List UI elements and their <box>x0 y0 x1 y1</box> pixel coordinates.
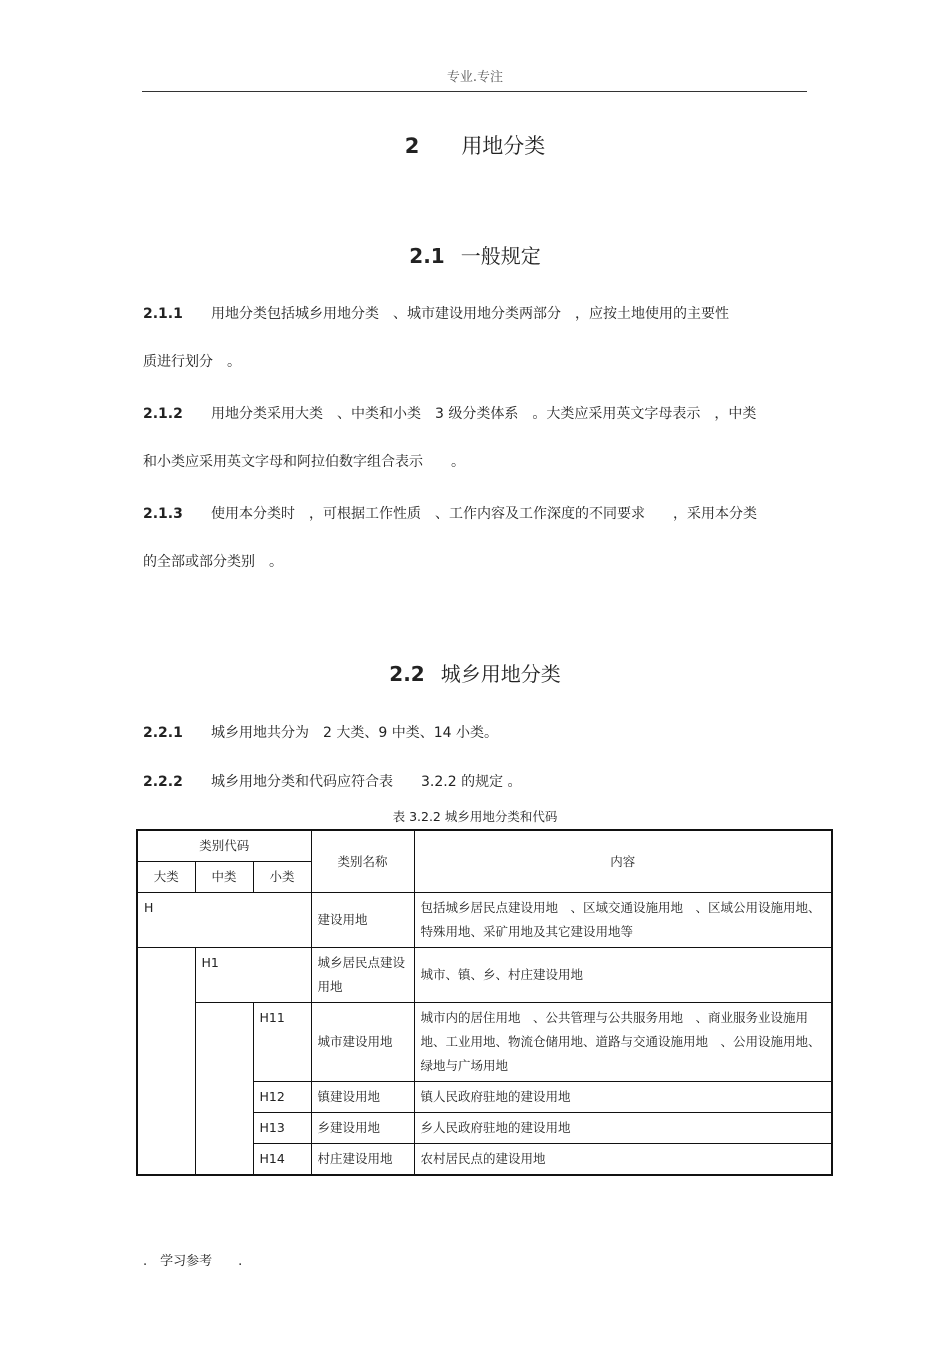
section-title: 城乡用地分类 <box>440 662 561 686</box>
name-cell: 村庄建设用地 <box>311 1144 414 1176</box>
clause-2-2-2 <box>143 771 522 791</box>
header-rule <box>142 91 807 92</box>
clause-text: 用地分类包括城乡用地分类 、城市建设用地分类两部分 ，应按土地使用的主要性 <box>211 306 729 322</box>
clause-text: 使用本分类时 ，可根据工作性质 、工作内容及工作深度的不同要求 ，采用本分类 <box>211 506 757 522</box>
header-content: 内容 <box>414 830 832 893</box>
header-name: 类别名称 <box>311 830 414 893</box>
header-major: 大类 <box>137 862 195 893</box>
page-header: 专业.专注 <box>446 70 504 85</box>
land-use-classification-table <box>136 829 833 1176</box>
chapter-number: 2 <box>404 134 420 158</box>
chapter-title: 用地分类 <box>461 134 546 158</box>
content-cell: 镇人民政府驻地的建设用地 <box>414 1082 832 1113</box>
empty-major-cell <box>137 948 195 1176</box>
name-cell: 城市建设用地 <box>311 1003 414 1082</box>
section-title: 一般规定 <box>460 244 541 268</box>
empty-medium-cell <box>195 1003 253 1176</box>
code-cell: H12 <box>253 1082 311 1113</box>
code-cell: H13 <box>253 1113 311 1144</box>
table-row <box>137 1003 832 1082</box>
clause-2-2-1 <box>143 722 498 742</box>
section-heading-2-1 <box>0 240 950 269</box>
code-cell: H <box>137 893 311 948</box>
clause-2-1-3-line2: 的全部或部分类别 。 <box>143 554 283 570</box>
clause-2-1-2-line1 <box>143 403 756 423</box>
clause-2-1-1-line2: 质进行划分 。 <box>143 354 241 370</box>
content-cell: 农村居民点的建设用地 <box>414 1144 832 1176</box>
header-code-group: 类别代码 <box>137 830 311 862</box>
section-number: 2.2 <box>389 662 425 686</box>
table-header-row <box>137 830 832 862</box>
clause-2-1-2-line2: 和小类应采用英文字母和阿拉伯数字组合表示 。 <box>143 454 465 470</box>
page-footer: . 学习参考 . <box>143 1254 243 1269</box>
section-number: 2.1 <box>409 244 445 268</box>
code-cell: H1 <box>195 948 311 1003</box>
clause-2-1-3-line1 <box>143 503 757 523</box>
clause-2-1-1-line1 <box>143 303 729 323</box>
table-caption: 表 3.2.2 城乡用地分类和代码 <box>392 809 558 824</box>
content-cell: 城市内的居住用地 、公共管理与公共服务用地 、商业服务业设施用地、工业用地、物流仓储用地、道路与交通设施用地 、公用设施用地、绿地与广场用地 <box>414 1003 832 1082</box>
content-cell: 乡人民政府驻地的建设用地 <box>414 1113 832 1144</box>
clause-text: 用地分类采用大类 、中类和小类 3 级分类体系 。大类应采用英文字母表示 ，中类 <box>211 406 757 422</box>
clause-number: 2.1.2 <box>143 406 183 422</box>
clause-text: 城乡用地分类和代码应符合表 3.2.2 的规定 。 <box>211 774 522 790</box>
chapter-heading <box>0 130 950 160</box>
content-cell: 包括城乡居民点建设用地 、区域交通设施用地 、区域公用设施用地、特殊用地、采矿用地及其它建设用地等 <box>414 893 832 948</box>
name-cell: 建设用地 <box>311 893 414 948</box>
name-cell: 镇建设用地 <box>311 1082 414 1113</box>
clause-number: 2.2.1 <box>143 725 183 741</box>
clause-number: 2.1.1 <box>143 306 183 322</box>
code-cell: H14 <box>253 1144 311 1176</box>
table-row <box>137 948 832 1003</box>
header-minor: 小类 <box>253 862 311 893</box>
table-row <box>137 893 832 948</box>
content-cell: 城市、镇、乡、村庄建设用地 <box>414 948 832 1003</box>
name-cell: 城乡居民点建设用地 <box>311 948 414 1003</box>
header-medium: 中类 <box>195 862 253 893</box>
clause-number: 2.1.3 <box>143 506 183 522</box>
name-cell: 乡建设用地 <box>311 1113 414 1144</box>
clause-text: 城乡用地共分为 2 大类、9 中类、14 小类。 <box>211 725 498 741</box>
clause-number: 2.2.2 <box>143 774 183 790</box>
section-heading-2-2 <box>0 658 950 687</box>
code-cell: H11 <box>253 1003 311 1082</box>
